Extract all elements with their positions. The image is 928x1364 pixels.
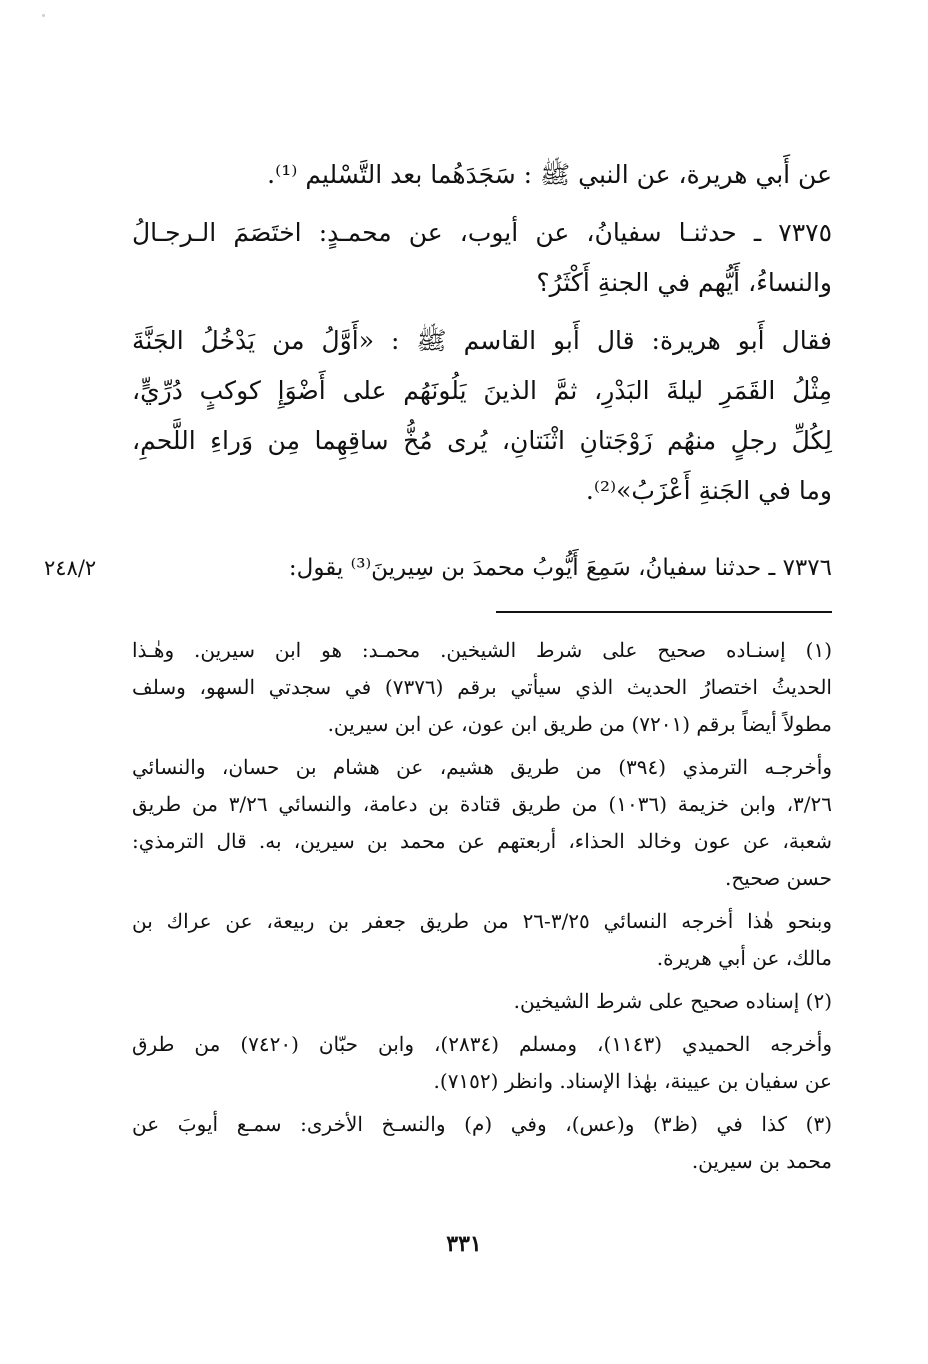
- footnote-1b-line-1: وأخرجـه الترمذي (٣٩٤) من طريق هشيم، عن هشام بن حسان، والنسائي: [132, 755, 832, 779]
- footnote-1-line-3: مطولاً أيضاً برقم (٧٢٠١) من طريق ابن عون، عن ابن سيرين.: [327, 712, 832, 736]
- footnote-2b-line-2: عن سفيان بن عيينة، بهٰذا الإسناد. وانظر (٧١٥٢).: [433, 1069, 832, 1093]
- main-line-1: عن أَبي هريرة، عن النبي ﷺ : سَجَدَهُما بعد التَّسْليم ⁽¹⁾.: [267, 160, 832, 189]
- hadith-7375-line-6: وما في الجَنةِ أَعْزَبُ»⁽²⁾.: [585, 476, 832, 505]
- scan-speck: [42, 14, 45, 17]
- footnotes: [132, 632, 832, 1180]
- footnote-1-line-1: (١) إسنـاده صحيح على شرط الشيخين. محمـد: هو ابن سيرين. وهٰـذا: [132, 638, 832, 662]
- hadith-7375-line-2: والنساءُ، أَيُّهم في الجنةِ أَكْثَرُ؟: [536, 268, 832, 297]
- footnote-1b-line-4: حسن صحيح.: [725, 866, 832, 890]
- hadith-7375-line-1: ٧٣٧٥ ـ حدثنـا سفيانُ، عن أيوب، عن محمـدٍ: اختَصَمَ الـرجـالُ: [132, 218, 832, 247]
- footnote-1c-line-1: وبنحو هٰذا أخرجه النسائي ٣/٢٥-٢٦ من طريق جعفر بن ربيعة، عن عراك بن: [132, 909, 832, 933]
- footnote-1b-line-2: ٣/٢٦، وابن خزيمة (١٠٣٦) من طريق قتادة بن دعامة، والنسائي ٣/٢٦ من طريق: [132, 792, 832, 816]
- hadith-7376-line: ٧٣٧٦ ـ حدثنا سفيانُ، سَمِعَ أَيُّوبُ محمدَ بن سِيرينَ⁽³⁾ يقول:: [288, 555, 832, 581]
- footnote-2b-line-1: وأخرجه الحميدي (١١٤٣)، ومسلم (٢٨٣٤)، وابن حبّان (٧٤٢٠) من طرق: [132, 1032, 833, 1056]
- footnote-1b-line-3: شعبة، عن عون وخالد الحذاء، أربعتهم عن محمد بن سيرين، به. قال الترمذي:: [132, 829, 832, 853]
- footnote-3-line-1: (٣) كذا في (ظ٣) و(عس)، وفي (م) والنسـخ الأخرى: سمـع أيوبَ عن: [132, 1112, 832, 1136]
- hadith-7375-line-4: مِثْلُ القَمَرِ ليلةَ البَدْرِ، ثمَّ الذينَ يَلُونَهُم على أَضْوَإِ كوكبٍ دُرِّيٍّ،: [132, 376, 832, 405]
- footnote-divider: [496, 611, 832, 613]
- footnote-1-line-2: الحديثُ اختصارُ الحديث الذي سيأتي برقم (٧٣٧٦) في سجدتي السهو، وسلف: [132, 675, 832, 699]
- footnote-3-line-2: محمد بن سيرين.: [691, 1149, 832, 1173]
- hadith-7375-line-5: لِكُلِّ رجلٍ منهُم زَوْجَتانِ اثْنَتانِ، يُرى مُخُّ ساقِهِما مِن وَراءِ اللَّحمِ،: [132, 426, 832, 455]
- hadith-7375-line-3: فقال أَبو هريرة: قال أَبو القاسم ﷺ : «أَوَّلُ من يَدْخُلُ الجَنَّةَ: [132, 326, 832, 355]
- volume-page-reference: ٢٤٨/٢: [44, 556, 97, 580]
- page-number: ٣٣١: [446, 1231, 482, 1257]
- footnote-1c-line-2: مالك، عن أبي هريرة.: [656, 946, 832, 970]
- main-text: [132, 150, 832, 516]
- footnote-2-line-1: (٢) إسناده صحيح على شرط الشيخين.: [513, 989, 832, 1013]
